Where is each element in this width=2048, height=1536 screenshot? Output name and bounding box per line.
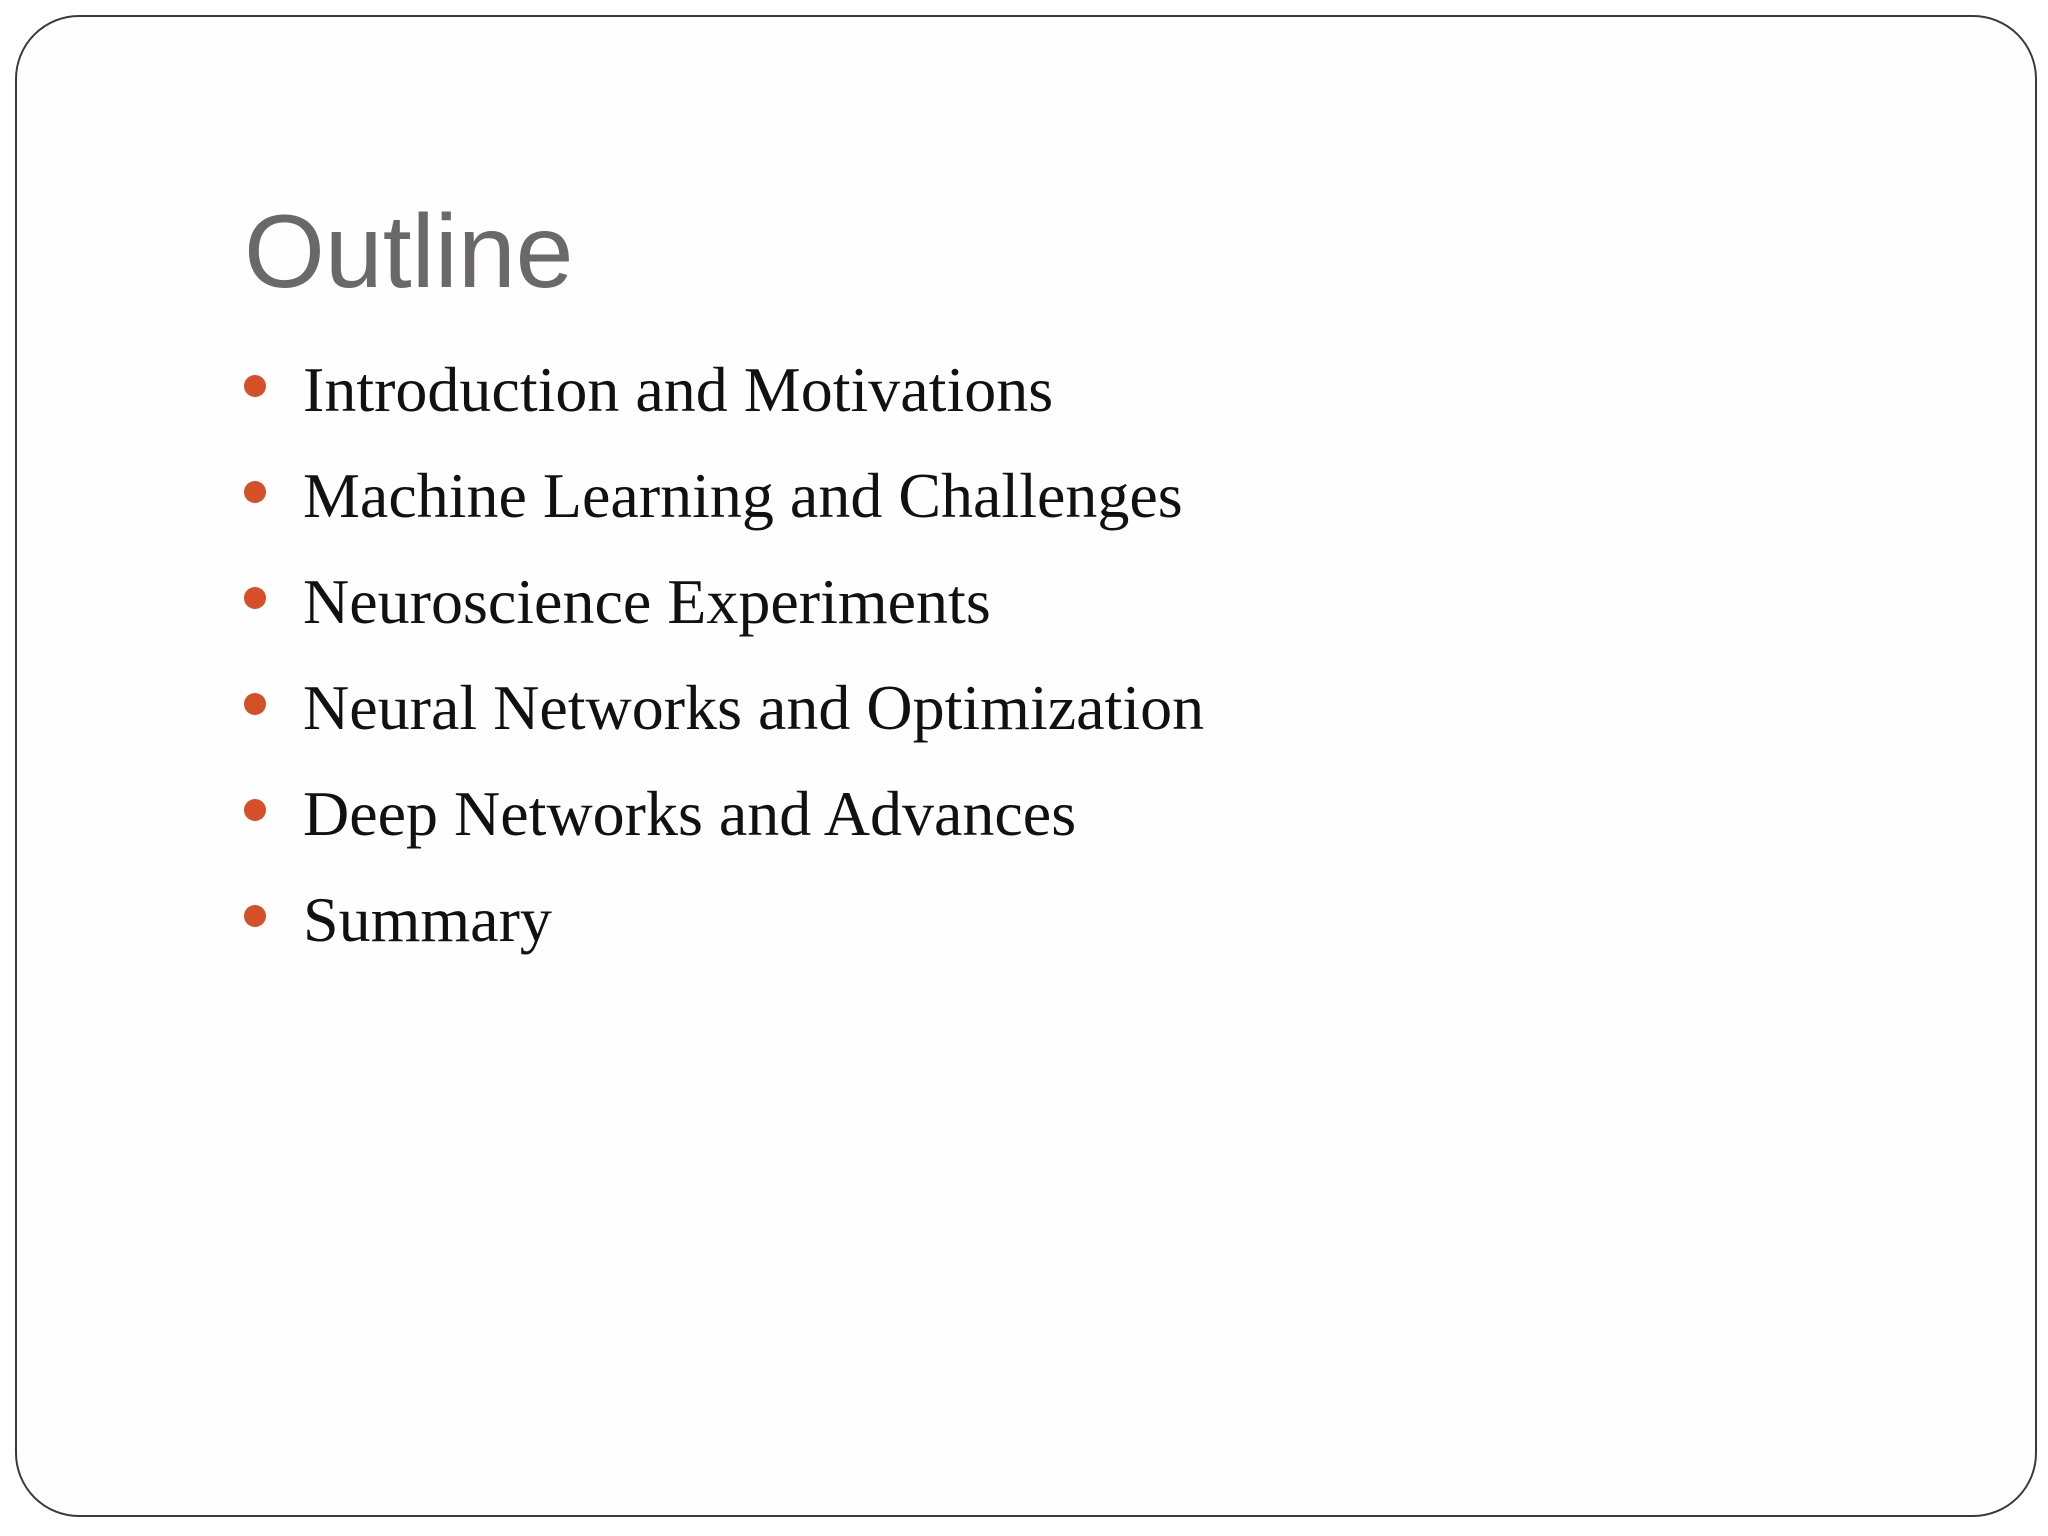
slide-title: Outline [244, 194, 574, 310]
bullet-item-machine-learning [244, 443, 1204, 549]
bullet-dot-icon [244, 693, 266, 715]
bullet-dot-icon [244, 375, 266, 397]
bullet-list [244, 337, 1204, 973]
slide-frame [15, 15, 2037, 1517]
bullet-item-introduction [244, 337, 1204, 443]
bullet-item-summary [244, 867, 1204, 973]
bullet-text: Neural Networks and Optimization [303, 672, 1205, 743]
bullet-dot-icon [244, 799, 266, 821]
bullet-dot-icon [244, 481, 266, 503]
bullet-item-neuroscience [244, 549, 1204, 655]
bullet-text: Summary [303, 884, 552, 955]
bullet-item-deep-networks [244, 761, 1204, 867]
bullet-text: Machine Learning and Challenges [303, 460, 1183, 531]
bullet-text: Neuroscience Experiments [303, 566, 991, 637]
bullet-text: Deep Networks and Advances [303, 778, 1077, 849]
bullet-text: Introduction and Motivations [303, 354, 1054, 425]
bullet-dot-icon [244, 905, 266, 927]
bullet-item-neural-networks [244, 655, 1204, 761]
bullet-dot-icon [244, 587, 266, 609]
